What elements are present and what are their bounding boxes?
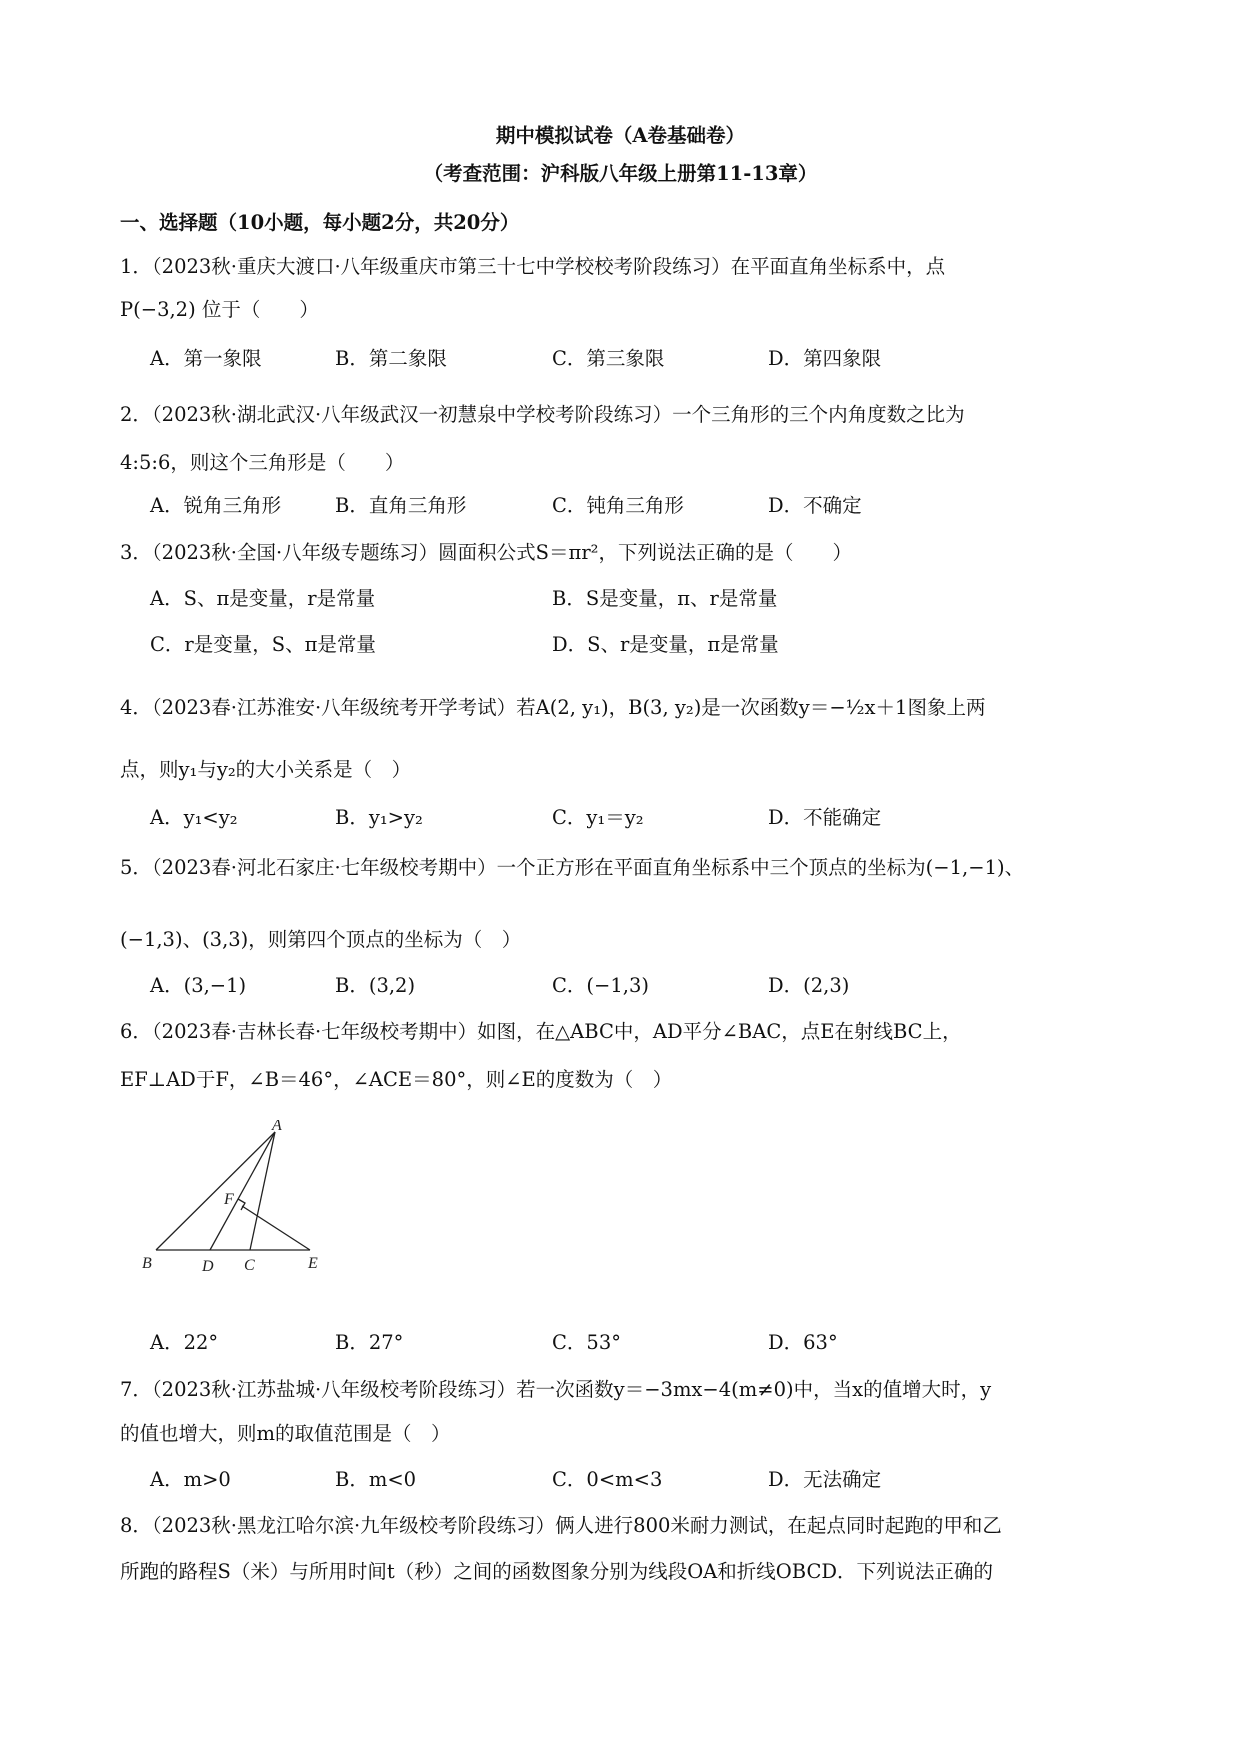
q7-option-d: D．无法确定 — [768, 1468, 882, 1491]
q5-option-b: B．(3,2) — [335, 974, 416, 997]
label-d: D — [202, 1258, 214, 1275]
q3-option-d: D．S、r是变量，π是常量 — [552, 633, 779, 656]
q3-option-a: A．S、π是变量，r是常量 — [150, 587, 376, 610]
label-f: F — [224, 1191, 234, 1208]
q6-option-d: D．63° — [768, 1331, 838, 1354]
segment-ab — [156, 1132, 275, 1250]
q7-stem-line1: 7．（2023秋·江苏盐城·八年级校考阶段练习）若一次函数y＝−3mx−4(m≠0)中，当x的值增大时，y — [120, 1378, 992, 1401]
q4-option-a: A．y₁<y₂ — [150, 806, 238, 829]
q3-option-c: C．r是变量，S、π是常量 — [150, 633, 376, 656]
q4-stem-line2: 点，则y₁与y₂的大小关系是（ ） — [120, 758, 412, 781]
q6-stem-line2: EF⊥AD于F，∠B＝46°，∠ACE＝80°，则∠E的度数为（ ） — [120, 1068, 673, 1091]
segment-ad — [210, 1132, 275, 1250]
paper-title: 期中模拟试卷（A卷基础卷） — [495, 124, 746, 147]
q5-option-d: D．(2,3) — [768, 974, 850, 997]
q6-stem-line1: 6．（2023春·吉林长春·七年级校考期中）如图，在△ABC中，AD平分∠BAC，点E在射线BC上， — [120, 1020, 962, 1043]
q1-stem-line1: 1．（2023秋·重庆大渡口·八年级重庆市第三十七中学校校考阶段练习）在平面直角坐标系中，点 — [120, 255, 946, 278]
paper-subtitle: （考查范围：沪科版八年级上册第11-13章） — [423, 162, 818, 185]
q1-stem-line2: P(−3,2) 位于（ ） — [120, 298, 319, 321]
q1-option-c: C．第三象限 — [552, 347, 665, 370]
q5-option-c: C．(−1,3) — [552, 974, 649, 997]
q3-option-b: B．S是变量，π、r是常量 — [552, 587, 778, 610]
label-e: E — [308, 1255, 318, 1272]
q1-option-a: A．第一象限 — [150, 347, 262, 370]
q2-option-a: A．锐角三角形 — [150, 494, 282, 517]
q2-stem-line1: 2．（2023秋·湖北武汉·八年级武汉一初慧泉中学校考阶段练习）一个三角形的三个内角度数之比为 — [120, 403, 965, 426]
q6-option-b: B．27° — [335, 1331, 404, 1354]
q6-option-a: A．22° — [150, 1331, 219, 1354]
q6-option-c: C．53° — [552, 1331, 621, 1354]
q2-stem-line2: 4:5:6，则这个三角形是（ ） — [120, 451, 405, 474]
q4-stem-line1: 4．（2023春·江苏淮安·八年级统考开学考试）若A(2, y₁)，B(3, y₂)是一次函数y＝−½x＋1图象上两 — [120, 696, 986, 719]
q2-option-c: C．钝角三角形 — [552, 494, 684, 517]
q8-stem-line2: 所跑的路程S（米）与所用时间t（秒）之间的函数图象分别为线段OA和折线OBCD．下列说法正确的 — [120, 1560, 993, 1583]
q7-stem-line2: 的值也增大，则m的取值范围是（ ） — [120, 1422, 451, 1445]
q7-option-b: B．m<0 — [335, 1468, 417, 1491]
q5-stem-line2: (−1,3)、(3,3)，则第四个顶点的坐标为（ ） — [120, 928, 522, 951]
q1-option-b: B．第二象限 — [335, 347, 447, 370]
q4-option-c: C．y₁＝y₂ — [552, 806, 644, 829]
label-b: B — [142, 1255, 152, 1272]
q7-option-c: C．0<m<3 — [552, 1468, 663, 1491]
q5-option-a: A．(3,−1) — [150, 974, 247, 997]
segment-fe — [242, 1206, 310, 1250]
right-angle-mark — [238, 1199, 245, 1210]
q5-stem-line1: 5．（2023春·河北石家庄·七年级校考期中）一个正方形在平面直角坐标系中三个顶点的坐标为(−1,−1)、 — [120, 856, 1025, 879]
label-a: A — [272, 1120, 282, 1134]
q1-option-d: D．第四象限 — [768, 347, 882, 370]
segment-ac — [250, 1132, 275, 1250]
q4-option-d: D．不能确定 — [768, 806, 882, 829]
triangle-figure — [140, 1120, 340, 1280]
q4-option-b: B．y₁>y₂ — [335, 806, 423, 829]
section-heading: 一、选择题（10小题，每小题2分，共20分） — [120, 211, 520, 234]
label-c: C — [244, 1257, 255, 1274]
q2-option-b: B．直角三角形 — [335, 494, 467, 517]
q8-stem-line1: 8．（2023秋·黑龙江哈尔滨·九年级校考阶段练习）俩人进行800米耐力测试，在起点同时起跑的甲和乙 — [120, 1514, 1002, 1537]
q7-option-a: A．m>0 — [150, 1468, 231, 1491]
q2-option-d: D．不确定 — [768, 494, 862, 517]
q3-stem-line1: 3．（2023秋·全国·八年级专题练习）圆面积公式S＝πr²，下列说法正确的是（ ） — [120, 541, 852, 564]
